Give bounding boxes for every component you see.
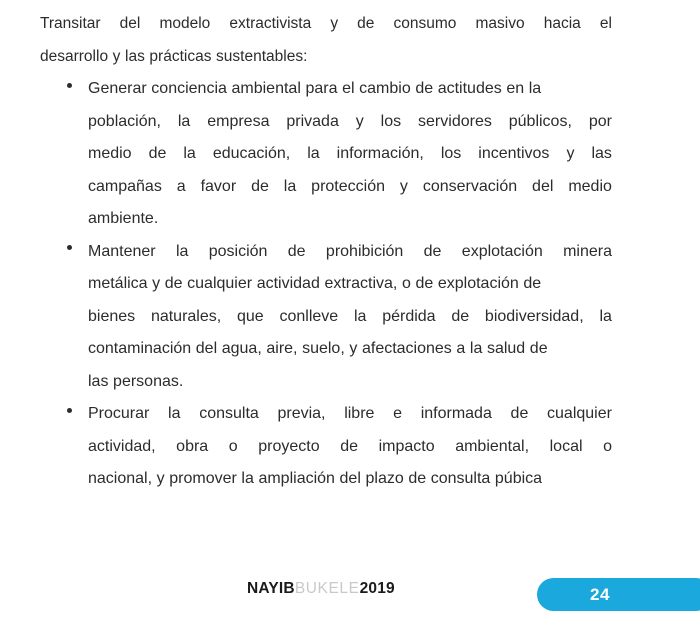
- text-word: y: [112, 47, 121, 65]
- text-word: y: [399, 177, 408, 195]
- text-word: de: [510, 405, 529, 423]
- text-word: o: [603, 437, 612, 455]
- text-word: Mantener: [88, 242, 156, 260]
- text-word: consulta: [199, 405, 259, 423]
- page-number-badge: [537, 578, 700, 611]
- text-word: y: [330, 15, 339, 32]
- page-content: [40, 8, 612, 496]
- text-word: informada: [420, 405, 492, 423]
- text-word: la: [599, 307, 612, 325]
- text-word: medio: [88, 145, 132, 163]
- text-word: servidores: [418, 112, 492, 130]
- text-word: y: [156, 470, 165, 488]
- text-word: local: [549, 437, 583, 455]
- text-word: salud: [486, 340, 526, 358]
- text-word: a: [456, 340, 466, 358]
- bullet-list: [40, 73, 612, 496]
- text-word: de: [251, 177, 269, 195]
- text-word: prohibición: [325, 242, 404, 260]
- footer-brand: [247, 578, 395, 600]
- text-word: y: [355, 112, 364, 130]
- text-word: masivo: [475, 15, 525, 32]
- text-word: de: [415, 275, 434, 293]
- brand-name-middle: BUKELE: [294, 580, 360, 597]
- text-word: de: [523, 275, 542, 293]
- text-word: la: [528, 80, 542, 98]
- bullet-list-item: [40, 398, 612, 496]
- text-word: de: [451, 307, 470, 325]
- text-word: o: [228, 437, 238, 455]
- text-word: modelo: [159, 15, 211, 32]
- page-number-label: 24: [590, 584, 610, 604]
- text-word: de: [340, 437, 359, 455]
- text-word: y: [349, 340, 358, 358]
- bullet-line: [88, 106, 612, 139]
- text-word: la: [168, 405, 181, 423]
- text-word: incentivos: [478, 145, 550, 163]
- text-word: empresa: [207, 112, 270, 130]
- text-word: conciencia: [151, 80, 227, 98]
- bullet-line: [88, 398, 612, 431]
- text-word: de: [415, 80, 434, 98]
- text-word: pérdida: [382, 307, 436, 325]
- text-word: de: [164, 275, 183, 293]
- text-word: nacional,: [88, 470, 153, 488]
- text-word: consumo: [393, 15, 457, 32]
- page-footer: [0, 578, 700, 618]
- text-word: actitudes: [437, 80, 502, 98]
- text-word: extractiva,: [324, 275, 398, 293]
- text-word: plazo: [365, 470, 404, 488]
- text-word: conlleve: [279, 307, 339, 325]
- intro-paragraph: [40, 8, 612, 73]
- text-word: favor: [200, 177, 237, 195]
- text-word: minera: [563, 242, 612, 260]
- text-word: la: [183, 145, 196, 163]
- bullet-dot-icon: [67, 83, 72, 88]
- text-word: que: [236, 307, 264, 325]
- bullet-line: [88, 301, 612, 334]
- text-word: aire,: [266, 340, 298, 358]
- bullet-line: [88, 268, 612, 301]
- text-word: extractivista: [229, 15, 312, 32]
- bullet-line: [88, 236, 612, 269]
- bullet-line: [88, 138, 612, 171]
- text-word: las: [591, 145, 612, 163]
- text-word: proyecto: [258, 437, 320, 455]
- text-word: cualquier: [547, 405, 612, 423]
- text-word: y: [152, 275, 161, 293]
- text-word: las: [125, 47, 145, 65]
- text-word: explotación: [461, 242, 543, 260]
- bullet-list-item: [40, 236, 612, 399]
- text-word: campañas: [88, 177, 162, 195]
- text-word: la: [353, 307, 367, 325]
- text-word: impacto: [378, 437, 435, 455]
- bullet-list-item: [40, 73, 612, 236]
- text-word: naturales,: [150, 307, 222, 325]
- text-word: prácticas: [149, 47, 212, 65]
- text-word: metálica: [88, 275, 148, 293]
- text-word: Generar: [88, 80, 147, 98]
- text-word: ambiental,: [455, 437, 530, 455]
- text-word: Procurar: [88, 405, 150, 423]
- text-word: de: [529, 340, 548, 358]
- text-word: en: [506, 80, 525, 98]
- bullet-dot-icon: [67, 245, 72, 250]
- text-word: cualquier: [187, 275, 253, 293]
- text-word: afectaciones: [361, 340, 452, 358]
- text-word: por: [588, 112, 612, 130]
- text-word: conservación: [422, 177, 518, 195]
- bullet-line: [88, 431, 612, 464]
- text-word: públicos,: [508, 112, 572, 130]
- text-word: actividad: [256, 275, 320, 293]
- bullet-line: [88, 366, 612, 399]
- brand-year: 2019: [359, 580, 395, 597]
- text-word: hacia: [543, 15, 581, 32]
- text-word: ambiental: [231, 80, 301, 98]
- text-word: los: [380, 112, 402, 130]
- intro-line: [40, 8, 612, 41]
- text-word: sustentables:: [216, 47, 308, 65]
- intro-line: [40, 41, 612, 74]
- bullet-line: [88, 463, 612, 496]
- text-word: protección: [311, 177, 385, 195]
- bullet-dot-icon: [67, 408, 72, 413]
- bullet-line: [88, 333, 612, 366]
- text-word: bienes: [88, 307, 136, 325]
- text-word: ampliación: [258, 470, 335, 488]
- text-word: la: [175, 242, 189, 260]
- text-word: información,: [336, 145, 424, 163]
- bullet-line: [88, 171, 612, 204]
- text-word: las: [88, 372, 109, 390]
- bullet-line: [88, 73, 612, 106]
- text-word: libre: [344, 405, 375, 423]
- text-word: a: [176, 177, 186, 195]
- text-word: desarrollo: [40, 47, 109, 65]
- text-word: de: [357, 15, 375, 32]
- text-word: contaminación: [88, 340, 192, 358]
- text-word: actividad,: [88, 437, 156, 455]
- bullet-line: [88, 203, 612, 236]
- brand-name-first: NAYIB: [247, 580, 295, 597]
- text-word: suelo,: [302, 340, 345, 358]
- text-word: la: [307, 145, 320, 163]
- text-word: la: [177, 112, 191, 130]
- text-word: los: [440, 145, 462, 163]
- text-word: agua,: [221, 340, 262, 358]
- text-word: promover: [169, 470, 237, 488]
- text-word: consulta: [430, 470, 491, 488]
- text-word: el: [342, 80, 355, 98]
- text-word: Transitar: [40, 15, 101, 32]
- text-word: del: [339, 470, 361, 488]
- text-word: para: [305, 80, 338, 98]
- text-word: biodiversidad,: [484, 307, 584, 325]
- text-word: la: [241, 470, 254, 488]
- text-word: población,: [88, 112, 161, 130]
- text-word: y: [566, 145, 575, 163]
- text-word: posición: [208, 242, 268, 260]
- text-word: de: [148, 145, 167, 163]
- text-word: de: [408, 470, 427, 488]
- text-word: privada: [286, 112, 339, 130]
- text-word: del: [532, 177, 554, 195]
- text-word: educación,: [212, 145, 291, 163]
- text-word: del: [119, 15, 141, 32]
- text-word: obra: [176, 437, 209, 455]
- text-word: explotación: [437, 275, 519, 293]
- text-word: o: [401, 275, 411, 293]
- text-word: el: [599, 15, 612, 32]
- text-word: de: [423, 242, 442, 260]
- text-word: púbica: [494, 470, 543, 488]
- text-word: e: [393, 405, 403, 423]
- text-word: ambiente.: [88, 210, 159, 228]
- text-word: la: [283, 177, 297, 195]
- text-word: cambio: [359, 80, 411, 98]
- text-word: previa,: [277, 405, 326, 423]
- text-word: medio: [568, 177, 612, 195]
- text-word: de: [287, 242, 306, 260]
- text-word: del: [195, 340, 218, 358]
- text-word: personas.: [113, 372, 184, 390]
- text-word: la: [469, 340, 483, 358]
